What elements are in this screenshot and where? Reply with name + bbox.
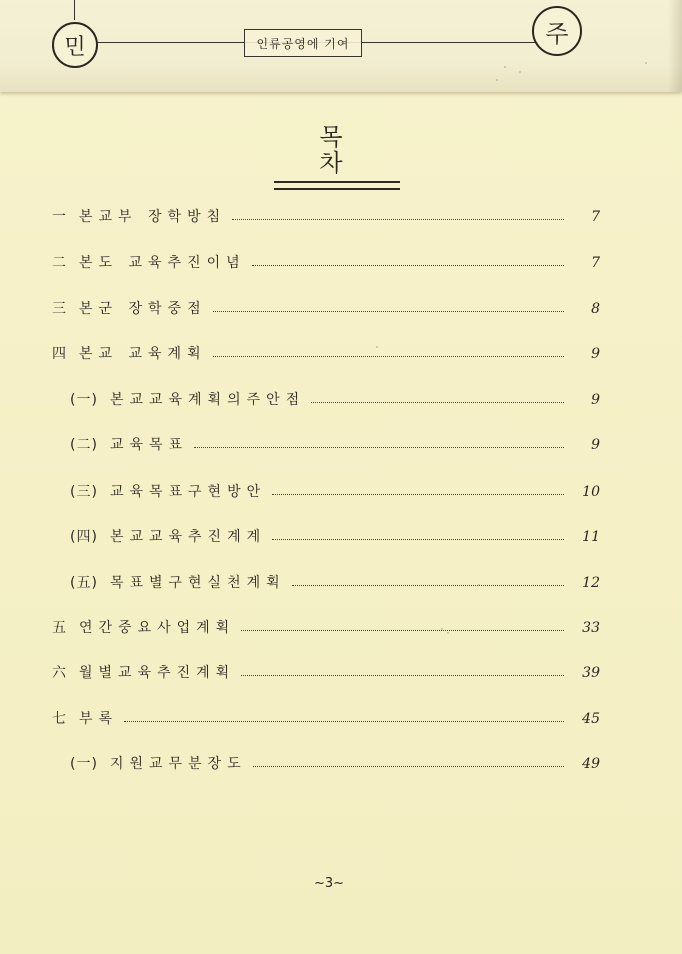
toc-marker-1: 一 xyxy=(52,209,67,225)
toc-label-7: 교육목표구현방안 xyxy=(109,484,267,500)
toc-label-3: 본군 장학중점 xyxy=(79,301,207,317)
scan-speck xyxy=(645,62,647,64)
scan-speck xyxy=(447,632,449,634)
toc-label-4: 본교 교육계획 xyxy=(79,346,207,362)
left-badge-text: 민 xyxy=(64,34,86,60)
toc-page-11: 39 xyxy=(582,665,600,681)
toc-entry-1 xyxy=(52,196,600,224)
toc-label-1: 본교부 장학방침 xyxy=(79,209,227,225)
toc-label-11: 월별교육추진계획 xyxy=(79,665,236,681)
toc-entry-10 xyxy=(52,607,600,635)
toc-marker-10: 五 xyxy=(52,620,67,636)
toc-page-6: 9 xyxy=(591,437,600,453)
page-title: 목 차 xyxy=(319,123,385,178)
toc-entry-4 xyxy=(52,333,600,361)
toc-entry-7 xyxy=(70,471,600,499)
toc-leader-7 xyxy=(272,493,564,495)
toc-marker-11: 六 xyxy=(52,665,67,681)
toc-leader-6 xyxy=(194,446,564,448)
toc-entry-11 xyxy=(52,652,600,680)
header-strip-shadow xyxy=(668,0,682,92)
toc-marker-6: (二) xyxy=(70,437,98,453)
scan-speck xyxy=(519,71,521,73)
toc-marker-3: 三 xyxy=(52,301,67,317)
toc-marker-2: 二 xyxy=(52,255,67,271)
toc-marker-4: 四 xyxy=(52,346,67,362)
toc-page-9: 12 xyxy=(582,575,600,591)
header-left-tick xyxy=(74,0,75,20)
right-badge xyxy=(532,6,582,56)
toc-marker-12: 七 xyxy=(52,711,67,727)
toc-entry-3 xyxy=(52,288,600,316)
scan-speck xyxy=(478,584,480,586)
toc-leader-4 xyxy=(213,355,564,357)
toc-label-9: 목표별구현실천계획 xyxy=(109,575,286,591)
scan-speck xyxy=(504,66,506,68)
toc-leader-1 xyxy=(232,218,564,220)
toc-entry-8 xyxy=(70,516,600,544)
toc-entry-2 xyxy=(52,242,600,270)
toc-label-13: 지원교무분장도 xyxy=(109,756,247,772)
toc-leader-10 xyxy=(241,629,564,631)
toc-page-2: 7 xyxy=(591,255,600,271)
toc-page-1: 7 xyxy=(591,209,600,225)
toc-marker-8: (四) xyxy=(70,529,98,545)
toc-page-4: 9 xyxy=(591,346,600,362)
table-of-contents-title xyxy=(274,124,400,190)
toc-page-10: 33 xyxy=(582,620,600,636)
toc-page-7: 10 xyxy=(582,484,600,500)
toc-label-2: 본도 교육추진이념 xyxy=(79,255,246,271)
toc-entry-5 xyxy=(70,379,600,407)
toc-page-12: 45 xyxy=(582,711,600,727)
scan-speck xyxy=(496,79,498,81)
toc-marker-13: (一) xyxy=(70,756,98,772)
toc-marker-9: (五) xyxy=(70,575,98,591)
toc-leader-12 xyxy=(124,720,564,722)
left-badge xyxy=(52,22,98,68)
header-label xyxy=(244,29,362,57)
toc-leader-9 xyxy=(292,584,564,586)
toc-marker-7: (三) xyxy=(70,484,98,500)
toc-leader-5 xyxy=(311,401,564,403)
toc-entry-13 xyxy=(70,743,600,771)
toc-leader-8 xyxy=(272,538,564,540)
toc-label-5: 본교교육계획의주안점 xyxy=(109,392,306,408)
toc-label-6: 교육목표 xyxy=(109,437,189,453)
title-underline xyxy=(274,181,400,190)
toc-page-8: 11 xyxy=(582,529,600,545)
toc-page-13: 49 xyxy=(582,756,600,772)
toc-entry-12 xyxy=(52,698,600,726)
toc-label-12: 부록 xyxy=(79,711,119,727)
toc-label-8: 본교교육추진계계 xyxy=(109,529,267,545)
toc-page-5: 9 xyxy=(591,392,600,408)
toc-marker-5: (一) xyxy=(70,392,98,408)
scan-speck xyxy=(376,346,378,348)
toc-leader-13 xyxy=(253,765,564,767)
toc-page-3: 8 xyxy=(591,301,600,317)
toc-leader-3 xyxy=(213,310,564,312)
toc-label-10: 연간중요사업계획 xyxy=(79,620,236,636)
toc-entry-6 xyxy=(70,424,600,452)
page-number: ~3~ xyxy=(313,876,345,891)
header-label-text: 인류공영에 기여 xyxy=(256,36,350,51)
toc-leader-11 xyxy=(241,674,564,676)
right-badge-text: 주 xyxy=(545,19,569,48)
scan-speck xyxy=(441,628,443,630)
toc-leader-2 xyxy=(252,264,564,266)
toc-entry-9 xyxy=(70,562,600,590)
